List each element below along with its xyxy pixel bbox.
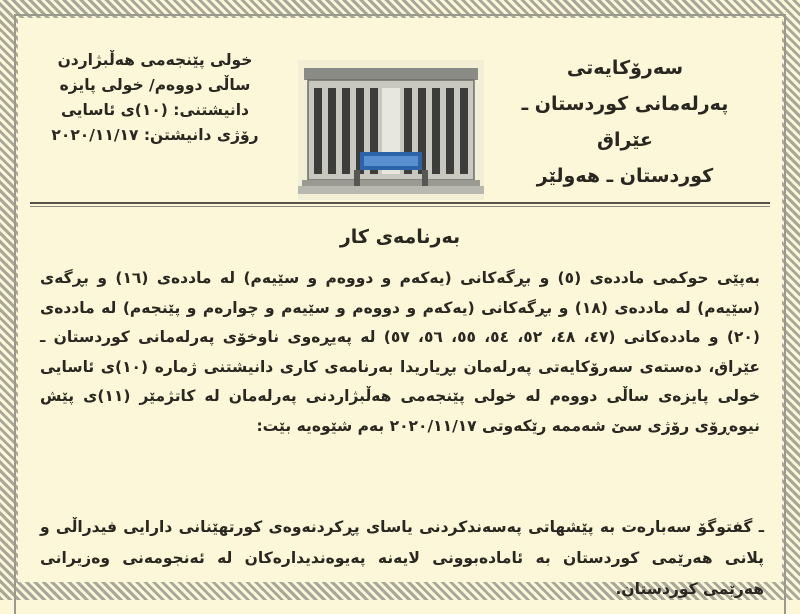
agenda-list [40,512,764,605]
session-line: دانیشتنی: (١٠)ی ئاسایی [60,101,249,119]
document-body [40,264,760,442]
parliament-building-image [298,60,484,200]
session-line: رۆژی دانیشتن: ٢٠٢٠/١١/١٧ [51,126,259,144]
session-line: خولی پێنجەمی هەڵبژاردن [57,51,253,69]
divider [30,202,770,204]
divider [30,206,770,207]
organization-block [510,50,740,194]
org-line: پەرلەمانی کوردستان ـ عێراق [521,93,729,151]
body-paragraph: بەپێی حوکمی ماددەی (٥) و بڕگەکانی (یەکەم و دووەم و سێیەم) لە ماددەی (١٦) و بڕگەی (سێیەم) لە ماددەی (١٨) و بڕگەکانی (یەکەم و دووەم و سێیەم و چوارەم و پێنجەم) لە ماددەی (٢٠) و ماددەکانی (٤٧، ٤٨، ٥٢، ٥٤، ٥٥، ٥٦، ٥٧) لە پەیڕەوی ناوخۆی پەرلەمانی کوردستان ـ عێراق، دەستەی سەرۆکایەتی پەرلەمان بڕیاریدا بەرنامەی کاری دانیشتنی ژمارە (١٠)ی ئاسایی خولی پایزەی ساڵی دووەم لە خولی پێنجەمی هەڵبژاردنی پەرلەمان لە کاتژمێر (١١)ی پێش نیوەڕۆی رۆژی سێ شەممە رێکەوتی ٢٠٢٠/١١/١٧ بەم شێوەیە بێت: [40,269,761,435]
agenda-item: ـ گفتوگۆ سەبارەت بە پێشهاتی پەسەندکردنی یاسای پڕکردنەوەی کورتهێنانی دارایی فیدراڵی و پلانی هەرێمی کوردستان بە ئامادەبوونی لایەنە پەیوەندیدارەکان لە ئەنجومەنی وەزیرانی هەرێمی کوردستان. [40,518,764,598]
letterhead [30,34,770,204]
session-line: ساڵی دووەم/ خولی پایزە [59,76,251,94]
org-line: کوردستان ـ هەولێر [536,165,714,187]
document-title: بەرنامەی کار [339,226,461,248]
session-info-block [40,48,270,148]
org-line: سەرۆکایەتی [566,57,684,79]
